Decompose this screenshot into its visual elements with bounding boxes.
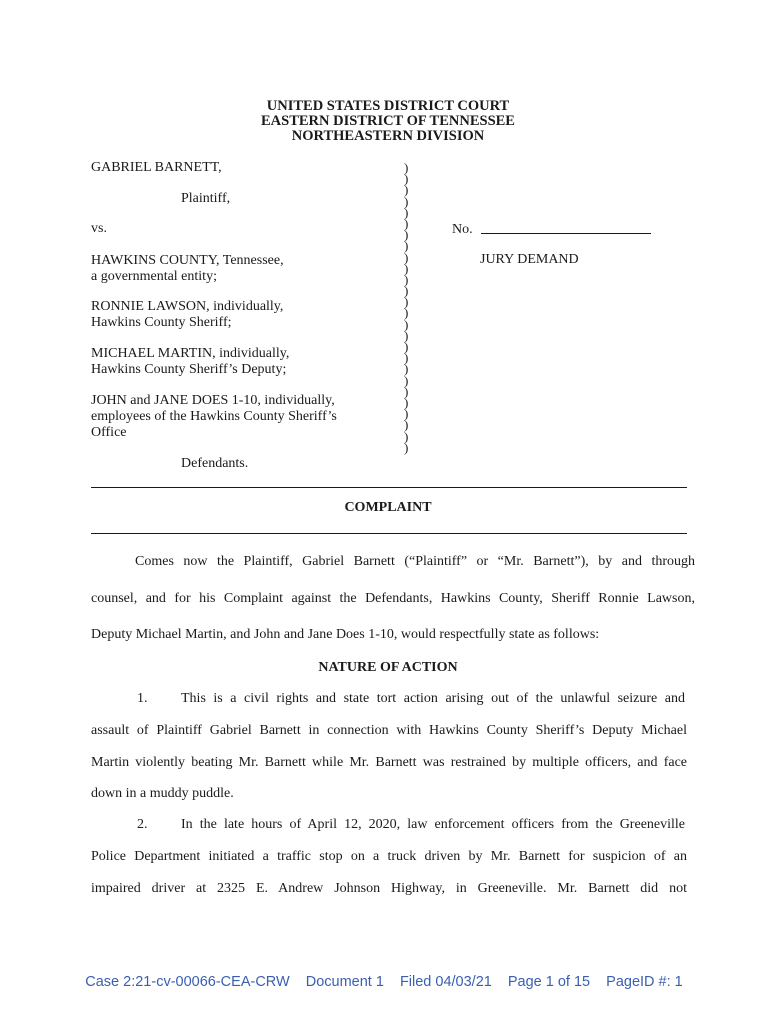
caption-paren: ) xyxy=(404,327,409,343)
caption-parenthesis-column xyxy=(404,162,408,453)
horizontal-rule-top xyxy=(91,487,687,488)
court-heading xyxy=(0,99,768,144)
defendants-label: Defendants. xyxy=(181,456,249,471)
caption-paren: ) xyxy=(404,305,409,321)
footer-page-count: Page 1 of 15 xyxy=(507,974,591,990)
caption-paren: ) xyxy=(404,383,409,399)
caption-paren: ) xyxy=(404,417,409,433)
caption-paren: ) xyxy=(404,260,409,276)
jury-demand: JURY DEMAND xyxy=(480,252,579,267)
para1-line-4: down in a muddy puddle. xyxy=(91,786,234,801)
intro-line-3: Deputy Michael Martin, and John and Jane Does 1-10, would respectfully state as follows: xyxy=(91,627,600,642)
caption-paren: ) xyxy=(404,339,409,354)
footer-document: Document 1 xyxy=(305,974,384,990)
caption-paren: ) xyxy=(404,271,409,287)
caption-paren: ) xyxy=(404,439,409,455)
case-number-blank xyxy=(481,221,651,234)
horizontal-rule-bottom xyxy=(91,533,687,534)
defendant-lawson-line1: RONNIE LAWSON, individually, xyxy=(91,299,284,314)
caption-paren: ) xyxy=(404,171,409,187)
defendant-county-line2: a governmental entity; xyxy=(91,269,217,284)
para2-line-3: impaired driver at 2325 E. Andrew Johnson Highway, in Greeneville. Mr. Barnett did not xyxy=(91,881,687,896)
versus-label: vs. xyxy=(91,221,107,236)
intro-line-1: Comes now the Plaintiff, Gabriel Barnett (“Plaintiff” or “Mr. Barnett”), by and through xyxy=(135,554,695,569)
document-title: COMPLAINT xyxy=(344,500,432,515)
caption-paren: ) xyxy=(404,160,409,175)
plaintiff-name: GABRIEL BARNETT, xyxy=(91,160,222,175)
para2-line-2: Police Department initiated a traffic stop on a truck driven by Mr. Barnett for suspicion of an xyxy=(91,849,687,864)
court-filing-footer xyxy=(0,974,768,990)
para1-line-1: This is a civil rights and state tort action arising out of the unlawful seizure and xyxy=(181,691,685,706)
defendant-lawson-line2: Hawkins County Sheriff; xyxy=(91,315,232,330)
caption-paren: ) xyxy=(404,406,409,422)
case-number-label: No. xyxy=(452,222,473,237)
caption-paren: ) xyxy=(404,350,409,366)
footer-page-id: PageID #: 1 xyxy=(606,974,683,990)
defendant-does-line2: employees of the Hawkins County Sheriff’s xyxy=(91,409,337,424)
paragraph-number-2: 2. xyxy=(137,817,148,832)
intro-line-2: counsel, and for his Complaint against the Defendants, Hawkins County, Sheriff Ronnie Lawson, xyxy=(91,591,695,606)
para1-line-3: Martin violently beating Mr. Barnett while Mr. Barnett was restrained by multiple officers, and face xyxy=(91,755,687,770)
plaintiff-label: Plaintiff, xyxy=(181,191,231,206)
paragraph-number-1: 1. xyxy=(137,691,148,706)
caption-paren: ) xyxy=(404,394,409,410)
caption-paren: ) xyxy=(404,182,409,198)
division-name: NORTHEASTERN DIVISION xyxy=(291,128,485,144)
caption-paren: ) xyxy=(404,193,409,209)
para1-line-2: assault of Plaintiff Gabriel Barnett in connection with Hawkins County Sheriff’s Deputy Michael xyxy=(91,723,687,738)
district-name: EASTERN DISTRICT OF TENNESSEE xyxy=(261,113,515,129)
footer-filed-date: Filed 04/03/21 xyxy=(399,974,492,990)
defendant-county-line1: HAWKINS COUNTY, Tennessee, xyxy=(91,253,284,268)
caption-paren: ) xyxy=(404,372,409,388)
defendant-martin-line1: MICHAEL MARTIN, individually, xyxy=(91,346,290,361)
caption-paren: ) xyxy=(404,361,409,377)
footer-case-number: Case 2:21-cv-00066-CEA-CRW xyxy=(85,974,290,990)
caption-paren: ) xyxy=(404,204,409,220)
caption-paren: ) xyxy=(404,283,409,299)
caption-paren: ) xyxy=(404,294,409,310)
caption-paren: ) xyxy=(404,249,409,265)
defendant-martin-line2: Hawkins County Sheriff’s Deputy; xyxy=(91,362,287,377)
defendant-does-line3: Office xyxy=(91,425,127,440)
section-heading: NATURE OF ACTION xyxy=(318,660,458,675)
para2-line-1: In the late hours of April 12, 2020, law enforcement officers from the Greeneville xyxy=(181,817,685,832)
caption-paren: ) xyxy=(404,316,409,332)
defendant-does-line1: JOHN and JANE DOES 1-10, individually, xyxy=(91,393,335,408)
court-name: UNITED STATES DISTRICT COURT xyxy=(266,98,510,114)
caption-paren: ) xyxy=(404,227,409,243)
caption-paren: ) xyxy=(404,428,409,444)
caption-paren: ) xyxy=(404,238,409,254)
caption-paren: ) xyxy=(404,215,409,231)
case-number-field xyxy=(452,221,651,238)
